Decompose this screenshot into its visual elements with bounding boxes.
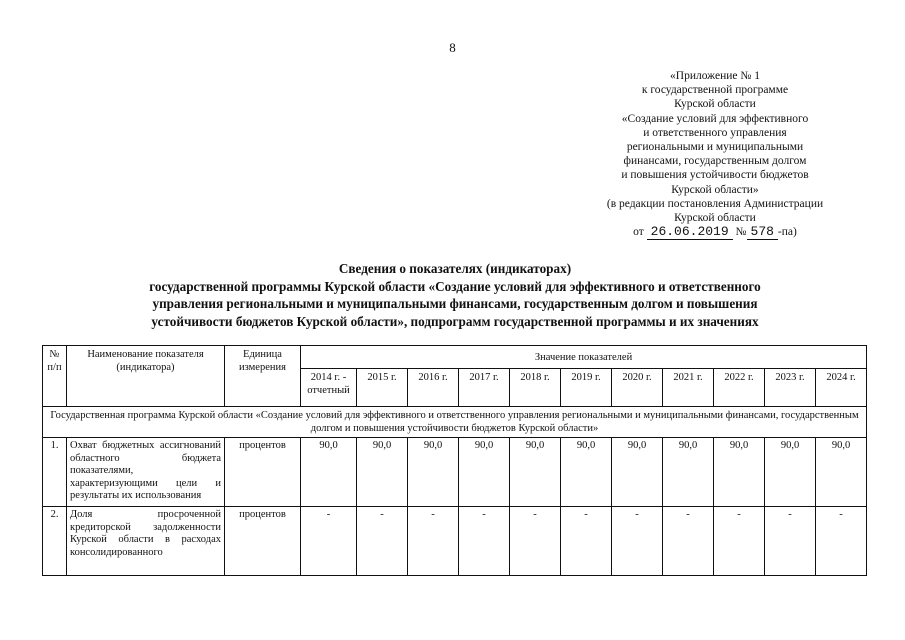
row-value: 90,0 <box>816 438 867 507</box>
decree-date: 26.06.2019 <box>647 224 733 240</box>
appendix-line: к государственной программе <box>641 84 789 97</box>
number-prefix: № <box>735 226 747 239</box>
title-line: Сведения о показателях (индикаторах) <box>338 261 572 276</box>
appendix-line: (в редакции постановления Администрации <box>606 197 824 210</box>
row-name: Охват бюджетных ассигнований областного бюджета показателями, характеризующими цели и результаты их использования <box>67 438 225 507</box>
header-year: 2023 г. <box>765 369 816 407</box>
appendix-line: «Приложение № 1 <box>670 70 760 82</box>
header-year: 2020 г. <box>612 369 663 407</box>
row-value: 90,0 <box>765 438 816 507</box>
page-number: 8 <box>449 40 456 55</box>
row-value: - <box>714 507 765 576</box>
appendix-line: и ответственного управления <box>643 126 787 139</box>
header-year: 2024 г. <box>816 369 867 407</box>
row-value: 90,0 <box>663 438 714 507</box>
appendix-line: «Создание условий для эффективного <box>621 112 809 125</box>
number-suffix: -па) <box>777 226 797 239</box>
row-value: - <box>765 507 816 576</box>
header-values-group: Значение показателей <box>301 346 867 369</box>
header-year: 2017 г. <box>459 369 510 407</box>
table-row <box>43 438 867 507</box>
row-value: 90,0 <box>459 438 510 507</box>
header-year: 2019 г. <box>561 369 612 407</box>
row-value: - <box>301 507 357 576</box>
decree-number: 578 <box>747 224 778 240</box>
row-name: Доля просроченной кредиторской задолженности Курской области в расходах консолидированного <box>67 507 225 576</box>
row-value: - <box>561 507 612 576</box>
row-num: 2. <box>43 507 67 576</box>
header-year: 2022 г. <box>714 369 765 407</box>
program-row: Государственная программа Курской области «Создание условий для эффективного и ответственного управления региональными и муниципальными финансами, государственным долгом и повышения устойчивости бюджетов Курской области» <box>43 407 867 438</box>
row-value: - <box>612 507 663 576</box>
indicators-table <box>42 345 867 576</box>
table-row <box>43 507 867 576</box>
appendix-line: и повышения устойчивости бюджетов <box>621 169 809 182</box>
header-year: 2015 г. <box>357 369 408 407</box>
appendix-line: Курской области <box>674 98 756 111</box>
row-value: 90,0 <box>408 438 459 507</box>
appendix-line: Курской области» <box>671 183 759 196</box>
appendix-line: финансами, государственным долгом <box>623 155 807 168</box>
row-value: 90,0 <box>357 438 408 507</box>
appendix-block <box>565 69 865 239</box>
row-value: - <box>459 507 510 576</box>
appendix-line: региональными и муниципальными <box>626 141 804 154</box>
header-year: 2016 г. <box>408 369 459 407</box>
row-unit: процентов <box>225 507 301 576</box>
title-line: устойчивости бюджетов Курской области», подпрограмм государственной программы и их значениях <box>151 313 759 329</box>
appendix-line: Курской области <box>674 212 756 225</box>
row-value: 90,0 <box>301 438 357 507</box>
header-year: 2014 г. - отчетный <box>301 369 357 407</box>
title-line: государственной программы Курской области «Создание условий для эффективного и ответственного <box>149 278 761 294</box>
header-unit: Единица измерения <box>225 346 301 407</box>
title-line: управления региональными и муниципальными финансами, государственным долгом и повышения <box>152 296 758 311</box>
header-year: 2018 г. <box>510 369 561 407</box>
row-value: 90,0 <box>612 438 663 507</box>
document-title <box>60 260 850 330</box>
header-year: 2021 г. <box>663 369 714 407</box>
row-value: - <box>663 507 714 576</box>
date-prefix: от <box>633 226 644 239</box>
row-value: 90,0 <box>714 438 765 507</box>
row-value: - <box>816 507 867 576</box>
row-value: 90,0 <box>510 438 561 507</box>
row-value: - <box>510 507 561 576</box>
row-value: - <box>357 507 408 576</box>
row-value: - <box>408 507 459 576</box>
row-value: 90,0 <box>561 438 612 507</box>
header-name: Наименование показателя (индикатора) <box>67 346 225 407</box>
header-num: № п/п <box>43 346 67 407</box>
row-unit: процентов <box>225 438 301 507</box>
decree-date-line <box>633 225 797 239</box>
row-num: 1. <box>43 438 67 507</box>
